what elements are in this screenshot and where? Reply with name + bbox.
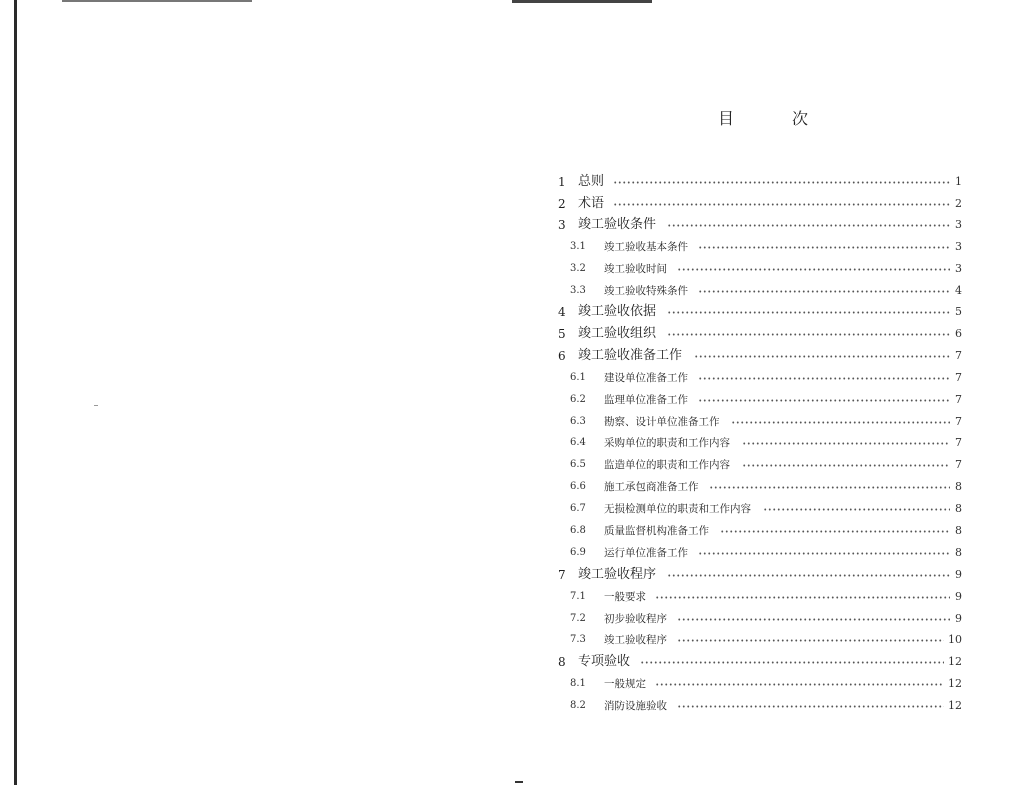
toc-entry-label: 竣工验收条件 (578, 217, 657, 232)
toc-title-char-2: 次 (791, 108, 808, 128)
toc-entry-number: 7 (558, 568, 566, 582)
toc-entry-page: 4 (955, 284, 962, 297)
toc-entry (0, 237, 1024, 257)
toc-entry-page: 8 (955, 546, 962, 559)
toc-entry-label: 竣工验收特殊条件 (604, 285, 688, 297)
toc-entry-page: 7 (955, 393, 962, 406)
toc-entry-label: 监造单位的职责和工作内容 (604, 459, 730, 471)
toc-entry-number: 8.1 (570, 678, 586, 689)
toc-entry-number: 4 (558, 305, 566, 319)
toc-entry-label: 无损检测单位的职责和工作内容 (604, 503, 751, 515)
toc-entry-page: 9 (955, 568, 962, 581)
toc-entry-page: 3 (955, 262, 962, 275)
toc-entry-label: 勘察、设计单位准备工作 (604, 416, 720, 428)
toc-entry-number: 8 (558, 655, 566, 669)
toc-entry (0, 259, 1024, 279)
toc-entry-number: 8.2 (570, 700, 586, 711)
toc-entry-number: 3.2 (570, 263, 586, 274)
toc-leader-dots (698, 290, 950, 293)
toc-entry (0, 194, 1024, 214)
toc-entry (0, 172, 1024, 192)
toc-entry (0, 609, 1024, 629)
toc-entry-label: 施工承包商准备工作 (604, 481, 699, 493)
toc-entry (0, 346, 1024, 366)
toc-entry-number: 3.1 (570, 241, 586, 252)
toc-entry-label: 运行单位准备工作 (604, 547, 688, 559)
toc-entry-page: 7 (955, 349, 962, 362)
toc-leader-dots (742, 464, 950, 467)
toc-entry-page: 7 (955, 436, 962, 449)
toc-entry-label: 消防设施验收 (604, 700, 667, 712)
toc-leader-dots (698, 377, 950, 380)
toc-leader-dots (763, 508, 950, 511)
toc-entry-number: 6.8 (570, 525, 586, 536)
toc-leader-dots (655, 596, 950, 599)
toc-entry-page: 9 (955, 590, 962, 603)
toc-entry-number: 6.7 (570, 503, 586, 514)
toc-entry-page: 9 (955, 612, 962, 625)
toc-entry (0, 281, 1024, 301)
toc-entry (0, 455, 1024, 475)
toc-entry (0, 630, 1024, 650)
toc-entry (0, 696, 1024, 716)
toc-entry (0, 215, 1024, 235)
toc-entry-label: 竣工验收依据 (578, 304, 657, 319)
toc-entry (0, 324, 1024, 344)
toc-entry (0, 390, 1024, 410)
toc-leader-dots (667, 333, 950, 336)
toc-leader-dots (667, 574, 950, 577)
toc-entry-label: 监理单位准备工作 (604, 394, 688, 406)
toc-entry-number: 6 (558, 349, 566, 363)
toc-entry-label: 竣工验收程序 (604, 634, 667, 646)
toc-entry-page: 8 (955, 480, 962, 493)
toc-entry-label: 竣工验收基本条件 (604, 241, 688, 253)
toc-leader-dots (698, 552, 950, 555)
toc-entry (0, 412, 1024, 432)
toc-leader-dots (677, 639, 944, 642)
toc-entry (0, 499, 1024, 519)
toc-entry-number: 7.1 (570, 591, 586, 602)
toc-entry (0, 543, 1024, 563)
toc-entry-label: 建设单位准备工作 (604, 372, 688, 384)
toc-entry-page: 10 (948, 633, 962, 646)
toc-leader-dots (694, 355, 950, 358)
toc-entry-page: 5 (955, 305, 962, 318)
toc-entry-label: 竣工验收组织 (578, 326, 657, 341)
toc-entry-label: 专项验收 (578, 654, 631, 669)
toc-leader-dots (667, 311, 950, 314)
toc-entry (0, 477, 1024, 497)
toc-entry-label: 一般规定 (604, 678, 646, 690)
toc-leader-dots (667, 224, 950, 227)
toc-entry (0, 433, 1024, 453)
toc-entry-number: 6.2 (570, 394, 586, 405)
toc-entry-label: 竣工验收准备工作 (578, 348, 683, 363)
toc-entry-number: 2 (558, 197, 566, 211)
toc-leader-dots (640, 661, 944, 664)
toc-entry-page: 12 (948, 699, 962, 712)
toc-entry-number: 6.4 (570, 437, 586, 448)
toc-entry-page: 12 (948, 677, 962, 690)
toc-leader-dots (698, 399, 950, 402)
toc-entry-page: 12 (948, 655, 962, 668)
toc-leader-dots (677, 705, 944, 708)
toc-leader-dots (698, 246, 950, 249)
toc-entry-page: 6 (955, 327, 962, 340)
toc-entry-number: 3.3 (570, 285, 586, 296)
toc-entry-page: 8 (955, 502, 962, 515)
toc-leader-dots (742, 442, 950, 445)
toc-entry-number: 6.6 (570, 481, 586, 492)
toc-entry-number: 5 (558, 327, 566, 341)
toc-leader-dots (677, 618, 950, 621)
toc-entry-label: 竣工验收程序 (578, 567, 657, 582)
toc-entry-label: 一般要求 (604, 591, 646, 603)
toc-entry (0, 652, 1024, 672)
toc-leader-dots (655, 683, 944, 686)
toc-entry-label: 采购单位的职责和工作内容 (604, 437, 730, 449)
toc-entry-label: 术语 (578, 196, 605, 211)
toc-leader-dots (677, 268, 950, 271)
toc-entry (0, 565, 1024, 585)
toc-entry-label: 总则 (578, 174, 605, 189)
toc-entry-number: 6.3 (570, 416, 586, 427)
toc-entry (0, 302, 1024, 322)
toc-entry-label: 质量监督机构准备工作 (604, 525, 709, 537)
toc-entry-label: 初步验收程序 (604, 613, 667, 625)
toc-entry-page: 3 (955, 240, 962, 253)
toc-entry-number: 6.1 (570, 372, 586, 383)
toc-entry (0, 674, 1024, 694)
toc-entry-number: 3 (558, 218, 566, 232)
toc-entry (0, 368, 1024, 388)
toc-entry-page: 3 (955, 218, 962, 231)
toc-entry-number: 7.2 (570, 613, 586, 624)
toc-entry-number: 6.5 (570, 459, 586, 470)
toc-entry-page: 2 (955, 197, 962, 210)
toc-entry-label: 竣工验收时间 (604, 263, 667, 275)
toc-entry-number: 1 (558, 175, 566, 189)
toc-entry (0, 587, 1024, 607)
toc-leader-dots (709, 486, 950, 489)
toc-leader-dots (613, 203, 950, 206)
toc-entry-page: 7 (955, 458, 962, 471)
toc-entry-number: 7.3 (570, 634, 586, 645)
toc-entry-page: 1 (955, 175, 962, 188)
toc-entry-page: 7 (955, 371, 962, 384)
toc-entry (0, 521, 1024, 541)
toc-entry-page: 7 (955, 415, 962, 428)
toc-leader-dots (731, 421, 950, 424)
toc-entry-page: 8 (955, 524, 962, 537)
toc-entry-number: 6.9 (570, 547, 586, 558)
toc-leader-dots (720, 530, 950, 533)
toc-title-char-1: 目 (718, 108, 735, 128)
toc-leader-dots (613, 181, 950, 184)
